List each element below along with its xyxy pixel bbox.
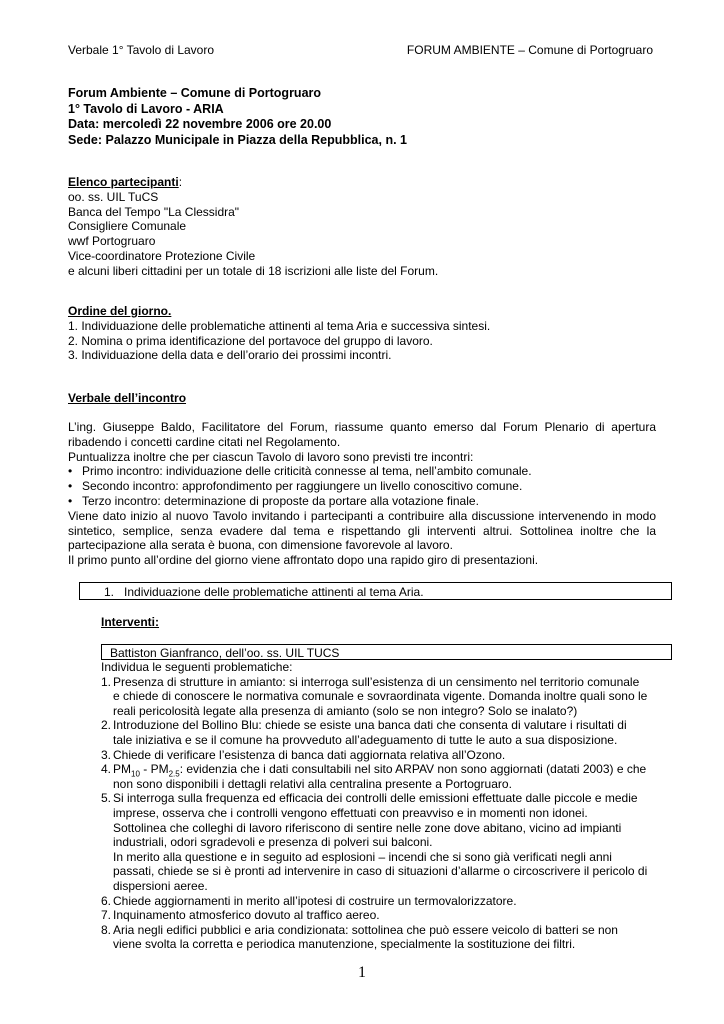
- minutes-heading: [68, 391, 186, 406]
- list-line: industriali, odori sgradevoli e presenza di polveri sui balconi.: [113, 835, 433, 850]
- list-item: [101, 718, 657, 747]
- bullet-item: [68, 479, 656, 494]
- list-number: 5.: [101, 791, 112, 806]
- paragraph-line: Puntualizza inoltre che per ciascun Tavolo di lavoro sono previsti tre incontri:: [68, 449, 474, 464]
- list-line: e chiede di conoscere le normativa comunale e sovraordinata vigente. Domanda inoltre quali sono le: [113, 689, 648, 704]
- list-line: Introduzione del Bollino Blu: chiede se esiste una banca dati che consenta di valutare i risultati di: [113, 718, 627, 733]
- issues-list: [101, 660, 657, 952]
- title-line: Forum Ambiente – Comune di Portogruaro: [68, 86, 322, 100]
- pm25-subscript: 2.5: [168, 769, 180, 779]
- agenda-item: 1. Individuazione delle problematiche attinenti al tema Aria e successiva sintesi.: [68, 318, 491, 333]
- list-item: [101, 908, 657, 923]
- section-heading-box: 1. Individuazione delle problematiche attinenti al tema Aria.: [79, 582, 672, 600]
- list-item: [101, 791, 657, 893]
- title-line: Sede: Palazzo Municipale in Piazza della Repubblica, n. 1: [68, 132, 407, 147]
- list-number: 2.: [101, 718, 112, 733]
- participants-section: [68, 175, 438, 279]
- agenda-section: [68, 304, 490, 363]
- interventi-heading-text: Interventi:: [101, 615, 160, 629]
- bullet-icon: •: [68, 464, 73, 479]
- list-number: 7.: [101, 908, 112, 923]
- pm-label: PM: [113, 762, 131, 777]
- minutes-heading-text: Verbale dell’incontro: [68, 391, 187, 405]
- bullet-text: Secondo incontro: approfondimento per raggiungere un livello conoscitivo comune.: [82, 479, 523, 494]
- list-line: Presenza di strutture in amianto: si interroga sull’esistenza di un censimento nel territorio comunale: [113, 674, 640, 689]
- speaker-box: Battiston Gianfranco, dell’oo. ss. UIL TUCS: [101, 644, 672, 660]
- list-line: In merito alla questione e in seguito ad esplosioni – incendi che si sono già verificati negli anni: [113, 849, 612, 864]
- list-text: : evidenzia che i dati consultabili nel sito ARPAV non sono aggiornati (datati 2003) e che: [179, 762, 647, 777]
- paragraph-line: L’ing. Giuseppe Baldo, Facilitatore del Forum, riassume quanto emerso dal Forum Plenario di apertura: [68, 420, 656, 434]
- list-number: 4.: [101, 762, 112, 777]
- list-number: 1.: [101, 674, 112, 689]
- list-line: passati, chiede se si è pronti ad intervenire in caso di situazioni d’allarme o circoscrivere il pericolo di: [113, 864, 648, 879]
- paragraph-line: Il primo punto all’ordine del giorno viene affrontato dopo una rapido giro di presentazioni.: [68, 553, 539, 568]
- bullet-text: Terzo incontro: determinazione di proposte da portare alla votazione finale.: [82, 493, 479, 508]
- bullet-icon: •: [68, 479, 73, 494]
- list-item: [101, 762, 657, 791]
- list-item: [101, 675, 657, 719]
- document-title: [68, 86, 407, 148]
- paragraph-line: sintetico, semplice, senza evadere dal tema e rispettando gli interventi altrui. Sottolinea inoltre che la: [68, 523, 656, 538]
- list-line: Inquinamento atmosferico dovuto al traffico aereo.: [113, 908, 380, 923]
- bullet-text: Primo incontro: individuazione delle criticità connesse al tema, nell’ambito comunale.: [82, 464, 532, 479]
- list-item: [101, 923, 657, 952]
- list-line: imprese, osserva che i controlli vengono effettuati con preavviso e in momenti non idonei.: [113, 805, 588, 820]
- participant-item: Consigliere Comunale: [68, 219, 187, 234]
- list-line: tale iniziativa e se il comune ha provveduto all’adeguamento di tutte le auto a sua disposizione.: [113, 732, 618, 747]
- list-line: Sottolinea che colleghi di lavoro riferiscono di sentire nelle zone dove abitano, vicino ad impianti: [113, 820, 622, 835]
- title-line: 1° Tavolo di Lavoro - ARIA: [68, 101, 224, 116]
- list-line: Chiede aggiornamenti in merito all’ipotesi di costruire un termovalorizzatore.: [113, 893, 517, 908]
- page-number: 1: [358, 964, 366, 981]
- list-line: Aria negli edifici pubblici e aria condizionata: sottolinea che può essere veicolo di batteri se non: [113, 922, 618, 937]
- list-item: [101, 894, 657, 909]
- bullet-item: [68, 464, 656, 479]
- header-left: Verbale 1° Tavolo di Lavoro: [68, 43, 215, 57]
- pm-label: - PM: [139, 762, 169, 777]
- list-line: dispersioni aeree.: [113, 878, 208, 893]
- list-number: 8.: [101, 922, 112, 937]
- paragraph-line: Viene dato inizio al nuovo Tavolo invitando i partecipanti a contribuire alla discussione intervenendo in modo: [68, 508, 656, 523]
- list-number: 6.: [101, 893, 112, 908]
- paragraph-line: ribadendo i concetti cardine citati nel Regolamento.: [68, 434, 341, 449]
- paragraph-line: partecipazione alla serata è buona, con dimensione favorevole al lavoro.: [68, 538, 453, 553]
- agenda-heading: Ordine del giorno.: [68, 304, 172, 318]
- interventi-heading: [101, 615, 159, 630]
- participants-heading-colon: :: [178, 175, 183, 189]
- participant-item: Banca del Tempo "La Clessidra": [68, 204, 240, 219]
- participant-item: wwf Portogruaro: [68, 234, 156, 249]
- list-number: 3.: [101, 747, 112, 762]
- participant-item: e alcuni liberi cittadini per un totale di 18 iscrizioni alle liste del Forum.: [68, 263, 439, 278]
- issues-intro: Individua le seguenti problematiche:: [101, 660, 293, 674]
- agenda-item: 3. Individuazione della data e dell’orario dei prossimi incontri.: [68, 348, 392, 363]
- minutes-body: [68, 420, 656, 568]
- agenda-item: 2. Nomina o prima identificazione del portavoce del gruppo di lavoro.: [68, 333, 433, 348]
- list-line: non sono disponibili i dettagli relativi alla centralina presente a Portogruaro.: [113, 776, 512, 791]
- list-line: reali pericolosità legate alla presenza di amianto (solo se non integro? Solo se inalato?): [113, 703, 578, 718]
- list-line: Si interroga sulla frequenza ed efficacia dei controlli delle emissioni effettuate dalle piccole e medie: [113, 791, 638, 806]
- bullet-icon: •: [68, 493, 73, 508]
- participants-heading: Elenco partecipanti: [68, 175, 179, 189]
- list-line: [113, 762, 657, 777]
- list-item: [101, 748, 657, 763]
- bullet-item: [68, 494, 656, 509]
- list-line: viene svolta la corretta e periodica manutenzione, specialmente la sostituzione dei filtri.: [113, 937, 576, 952]
- participant-item: Vice-coordinatore Protezione Civile: [68, 248, 256, 263]
- header-right: FORUM AMBIENTE – Comune di Portogruaro: [406, 43, 653, 57]
- title-line: Data: mercoledì 22 novembre 2006 ore 20.00: [68, 117, 332, 131]
- participant-item: oo. ss. UIL TuCS: [68, 189, 159, 204]
- pm10-subscript: 10: [131, 769, 140, 779]
- list-line: Chiede di verificare l’esistenza di banca dati aggiornata relativa all’Ozono.: [113, 747, 506, 762]
